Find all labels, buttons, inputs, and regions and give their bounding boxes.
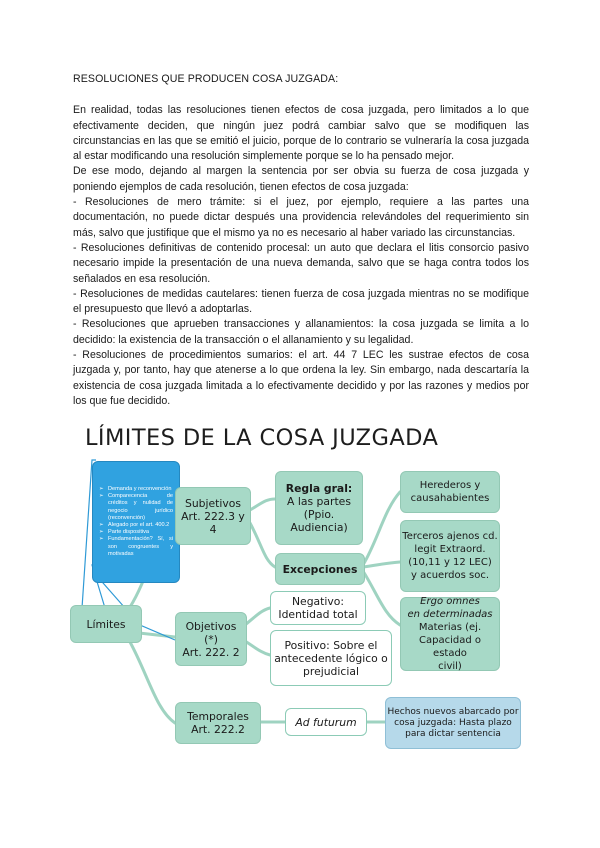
- node-limites-label: Límites: [86, 617, 126, 631]
- document-heading: RESOLUCIONES QUE PRODUCEN COSA JUZGADA:: [73, 73, 339, 85]
- node-subjetivos-line3: 4: [209, 522, 217, 536]
- paragraph-procedimientos-sumarios: - Resoluciones de procedimientos sumarios: el art. 44 7 LEC les sustrae efectos de cosa juzgada y, por tanto, hay que atenerse a lo que ordena la ley. Sin embargo, nada descartaría la existencia de cosa juzgada limitada a lo efectivamente decidido y por las razones y medios por los que fue decidido.: [73, 349, 529, 407]
- paragraph-intro: En realidad, todas las resoluciones tienen efectos de cosa juzgada, pero limitados a lo que efectivamente deciden, que ningún juez podrá cambiar salvo que se modifiquen las circunstancias en las que se emitió el juicio, porque de lo contrario se vulneraría la cosa juzgada al estar modificando una resolución simplemente porque se lo ha pensado mejor.: [73, 104, 529, 163]
- paragraph-transacciones: - Resoluciones que aprueben transacciones y allanamientos: la cosa juzgada se limita a lo decidido: la existencia de la transacción o el allanamiento y su legalidad.: [73, 318, 529, 346]
- node-objetivos-line3: Art. 222. 2: [182, 645, 240, 659]
- bullet-item: ➢ Fundamentación? Sí, si son congruentes y motivadas: [99, 536, 173, 558]
- bullet-item: ➢ Parte dispositiva: [99, 529, 173, 536]
- paragraph-medidas-cautelares: - Resoluciones de medidas cautelares: tienen fuerza de cosa juzgada mientras no se modifique el presupuesto que llevó a adoptarlas.: [73, 287, 529, 316]
- node-temporales: [175, 702, 261, 744]
- node-limites: [70, 605, 142, 643]
- paragraph-contenido-procesal: - Resoluciones definitivas de contenido procesal: un auto que declara el litis consorcio pasivo necesario impide la presentación de una nueva demanda, salvo que se haga contra todos los señalados en esa resolución.: [73, 241, 529, 285]
- node-negativo: [270, 591, 366, 625]
- node-terceros-line2: legit Extraord.: [414, 544, 486, 555]
- limits-diagram: [70, 425, 540, 770]
- node-subjetivos-line2: Art. 222.3 y: [181, 509, 245, 523]
- node-ergo-line4: Capacidad o estado: [419, 635, 481, 659]
- bullet-item: ➢ Demanda y reconvención: [99, 486, 173, 493]
- node-negativo-line2: Identidad total: [278, 608, 358, 621]
- connector-excepciones-terceros: [363, 562, 400, 567]
- node-positivo-line3: prejudicial: [303, 664, 359, 678]
- document-body: [73, 72, 529, 409]
- node-regla-line2: (Ppio.: [303, 508, 335, 521]
- node-positivo-line2: antecedente lógico o: [274, 651, 388, 665]
- node-ergo-line2: en determinadas: [407, 609, 493, 620]
- node-hechos-nuevos: [385, 697, 521, 749]
- node-excepciones-label: Excepciones: [282, 562, 358, 576]
- node-herederos: [400, 471, 500, 513]
- bullet-item: ➢ Alegado por el art. 400.2: [99, 522, 173, 529]
- node-hechos-line3: para dictar sentencia: [405, 728, 501, 739]
- node-positivo: [270, 630, 392, 686]
- node-excepciones: [275, 553, 365, 585]
- node-objetivos: [175, 612, 247, 666]
- node-regla-line3: Audiencia): [290, 521, 348, 534]
- bullet-list: [93, 482, 179, 562]
- node-hechos-line1: Hechos nuevos abarcado por: [387, 706, 519, 717]
- node-ad-futurum: [285, 708, 367, 736]
- node-ergo-line3: Materias (ej.: [418, 622, 482, 633]
- node-terceros-line3: (10,11 y 12 LEC): [408, 557, 492, 568]
- node-regla-line1: A las partes: [287, 495, 351, 508]
- node-herederos-line2: causahabientes: [410, 493, 490, 504]
- node-terceros-line4: y acuerdos soc.: [410, 570, 489, 581]
- node-hechos-line2: cosa juzgada: Hasta plazo: [394, 717, 512, 728]
- node-ergo-line5: civil): [438, 661, 462, 672]
- node-ergo-omnes: [400, 597, 500, 671]
- connector-root-temporales: [130, 642, 175, 723]
- connector-subjetivos-excepciones: [250, 523, 275, 567]
- node-negativo-line1: Negativo:: [291, 595, 345, 608]
- node-subjetivos: [175, 487, 251, 545]
- node-temporales-line2: Art. 222.2: [191, 723, 245, 736]
- node-regla-title: Regla gral:: [285, 482, 353, 495]
- node-terceros: [400, 520, 500, 592]
- node-terceros-line1: Terceros ajenos cd.: [402, 531, 498, 542]
- paragraph-mero-tramite: - Resoluciones de mero trámite: si el juez, por ejemplo, requiere a las partes una documentación, no puede dictar después una providencia relevándoles del requerimiento sin más, salvo que justifique que el mismo ya no es necesario al haber variado las circunstancias.: [73, 196, 529, 239]
- connector-subjetivos-regla: [250, 499, 275, 510]
- node-herederos-line1: Herederos y: [419, 480, 481, 491]
- node-objetivos-line1: Objetivos: [185, 619, 237, 633]
- bullet-item: ➢ Comparecencia de créditos y nulidad de negocio jurídico (reconvención): [99, 493, 173, 522]
- bullet-callout: [92, 461, 180, 583]
- node-ergo-line1: Ergo omnes: [420, 596, 480, 607]
- connector-objetivos-negativo: [245, 608, 270, 625]
- connector-objetivos-positivo: [245, 641, 270, 655]
- paragraph-list-intro: De ese modo, dejando al margen la sentencia por ser obvia su fuerza de cosa juzgada y poniendo ejemplos de cada resolución, tienen efectos de cosa juzgada:: [73, 165, 529, 193]
- connector-excepciones-herederos: [363, 492, 400, 565]
- node-positivo-line1: Positivo: Sobre el: [284, 638, 378, 652]
- node-ad-futurum-label: Ad futurum: [295, 715, 357, 729]
- diagram-title: LÍMITES DE LA COSA JUZGADA: [85, 425, 439, 451]
- connector-excepciones-ergo: [363, 571, 400, 625]
- node-subjetivos-line1: Subjetivos: [184, 496, 242, 510]
- node-temporales-line1: Temporales: [187, 710, 249, 723]
- node-regla-general: [275, 471, 363, 545]
- node-objetivos-line2: (*): [204, 632, 218, 646]
